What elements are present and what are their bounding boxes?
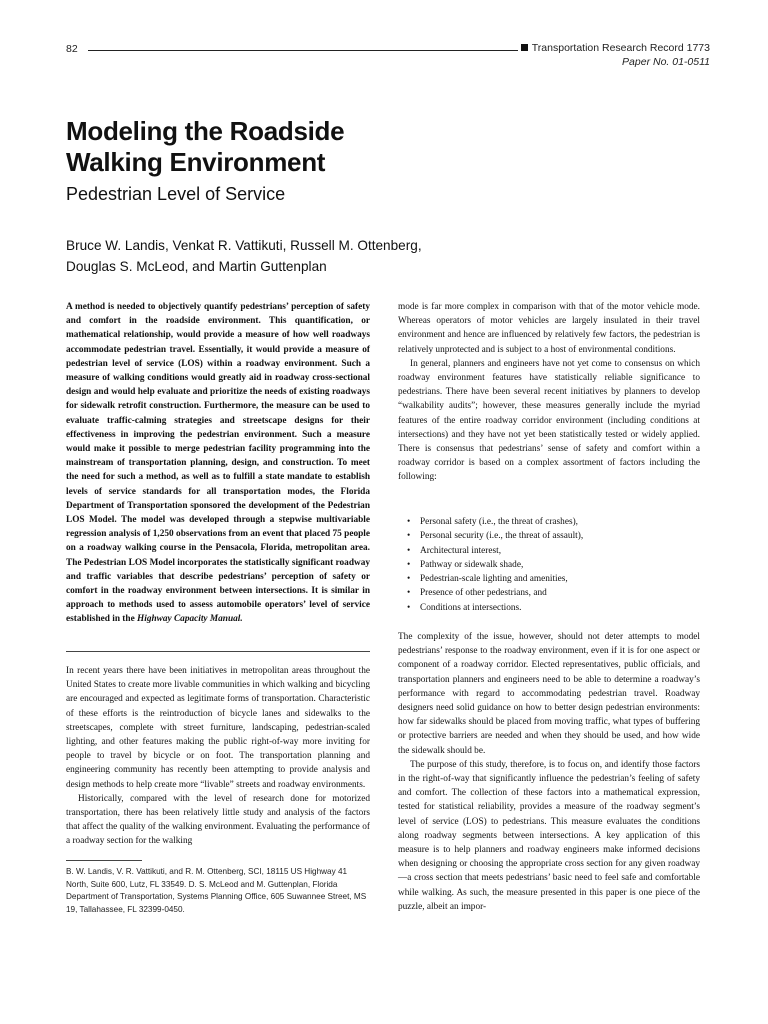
abstract [66, 300, 370, 627]
right-paragraph-3: The complexity of the issue, however, should not deter attempts to model pedestrians’ response to the roadway environment, even if it is for one aspect or component of a roadway corridor. Elected representatives, public officials, and transportation planners and engineers need to be able to determine a roadway’s performance with regard to accommodating pedestrian travel. Roadway designers need solid guidance on how to better design pedestrian environments: how far sidewalks should be placed from moving traffic, what types of buffering or protective barriers are needed and when they should be used, and how wide the sidewalk should be. [398, 632, 700, 756]
running-header [66, 40, 710, 80]
list-item: • Presence of other pedestrians, and [398, 586, 698, 600]
title-line-1: Modeling the Roadside [66, 116, 345, 146]
factor-list [398, 515, 698, 615]
right-paragraph-2: In general, planners and engineers have not yet come to consensus on which roadway environment features have statistically reliable significance to pedestrians. There have been several recent initiatives by planners to develop “walkability audits”; however, these measures generally include the myriad features of the entire roadway corridor environment (including conditions at intersections) and they have not yet been statistically tested or widely applied. There is consensus that pedestrians’ sense of safety and comfort within a roadway corridor is based on a complex assortment of factors including the following: [398, 358, 700, 483]
journal-title: Transportation Research Record 1773 [531, 42, 710, 54]
right-paragraph-4: The purpose of this study, therefore, is to focus on, and identify those factors in the right-of-way that significantly influence the pedestrian’s feeling of safety and comfort. The collection of these factors into a mathematical expression, tested for statistical reliability, provides a measure of the roadway segment’s level of service (LOS) to pedestrians. This measure evaluates the conditions along roadway segments between intersections. A key application of this measure is to help planners and roadway engineers make informed decisions when designing or choosing the appropriate cross section for any given roadway—a cross section that meets pedestrians’ basic need to feel safe and comfortable while walking. As such, the measure presented in this paper is one piece of the puzzle, albeit an impor- [398, 759, 700, 912]
introduction [66, 664, 370, 849]
footnote-rule [66, 860, 142, 861]
author-list [66, 235, 586, 277]
abstract-divider [66, 651, 370, 652]
abstract-text: A method is needed to objectively quantify pedestrians’ perception of safety and comfort in the roadside environment. This quantification, or mathematical relationship, would provide a measure of how well roadways accommodate pedestrian travel. Essentially, it would provide a measure of pedestrian level of service (LOS) within a roadway environment. Such a measure of walking conditions would greatly aid in roadway cross-sectional design and would help evaluate and prioritize the needs of existing roadways for sidewalk retrofit construction. Furthermore, the measure can be used to evaluate traffic-calming strategies and streetscape designs for their effectiveness in improving the pedestrian environment. Such a measure would make it possible to merge pedestrian facility programming into the mainstream of transportation planning, design, and construction. To meet the need for such a method, as well as to fulfill a state mandate to establish levels of service standards for all transportation modes, the Florida Department of Transportation sponsored the development of the Pedestrian LOS Model. The model was developed through a stepwise multivariable regression analysis of 1,250 observations from an event that placed 75 people on a roadway walking course in the Pensacola, Florida, metropolitan area. The Pedestrian LOS Model incorporates the statistically significant roadway and traffic variables that describe pedestrians’ perception of safety or comfort in the roadway environment between intersections. It is similar in approach to methods used to assess automobile operators’ level of service established in the [66, 302, 370, 625]
journal-name [521, 42, 710, 54]
list-item: • Personal security (i.e., the threat of assault), [398, 529, 698, 543]
list-item: • Personal safety (i.e., the threat of crashes), [398, 515, 698, 529]
abstract-italic-reference: Highway Capacity Manual. [137, 614, 243, 625]
list-item: • Pathway or sidewalk shade, [398, 558, 698, 572]
intro-paragraph-1: In recent years there have been initiatives in metropolitan areas throughout the United States to create more livable communities in which walking and bicycling are encouraged and expected as legitimate forms of transportation. Characteristic of these efforts is the reintroduction of bicycle lanes and sidewalks to the streetscapes, complete with street furniture, landscaping, pedestrian-scaled lighting, and other features making the public right-of-way more inviting for people to travel by bicycle or on foot. The transportation planning and engineering community has recently been attempting to provide analysis and design methods to help create more “livable” streets and roadway environments. [66, 666, 370, 790]
right-column-top [398, 300, 700, 485]
paper-title [66, 116, 706, 178]
authors-line-1: Bruce W. Landis, Venkat R. Vattikuti, Russell M. Ottenberg, [66, 238, 422, 253]
list-item: • Conditions at intersections. [398, 601, 698, 615]
header-rule [88, 50, 518, 51]
author-affiliation: B. W. Landis, V. R. Vattikuti, and R. M. Ottenberg, SCI, 18115 US Highway 41 North, Suite 600, Lutz, FL 33549. D. S. McLeod and M. Guttenplan, Florida Department of Transportation, Systems Planning Office, 605 Suwannee Street, MS 19, Tallahassee, FL 32399-0450. [66, 867, 367, 914]
square-bullet-icon [521, 44, 528, 51]
abstract-paragraph [66, 300, 370, 627]
paper-number: Paper No. 01-0511 [622, 56, 710, 68]
intro-paragraph-2: Historically, compared with the level of research done for motorized transportation, there has been relatively little study and analysis of the factors that affect the quality of the walking environment. Evaluating the performance of a roadway section for the walking [66, 793, 370, 847]
right-column-bottom [398, 630, 700, 914]
title-line-2: Walking Environment [66, 147, 326, 177]
list-item: • Architectural interest, [398, 544, 698, 558]
paper-subtitle: Pedestrian Level of Service [66, 184, 286, 204]
list-item: • Pedestrian-scale lighting and amenities, [398, 572, 698, 586]
page-number: 82 [66, 43, 78, 55]
right-paragraph-1: mode is far more complex in comparison with that of the motor vehicle mode. Whereas operators of motor vehicles are largely insulated in their travel environment and hence are influenced by relatively few factors, the pedestrian is relatively unprotected and is subject to a host of environmental conditions. [398, 302, 700, 355]
authors-line-2: Douglas S. McLeod, and Martin Guttenplan [66, 259, 327, 274]
